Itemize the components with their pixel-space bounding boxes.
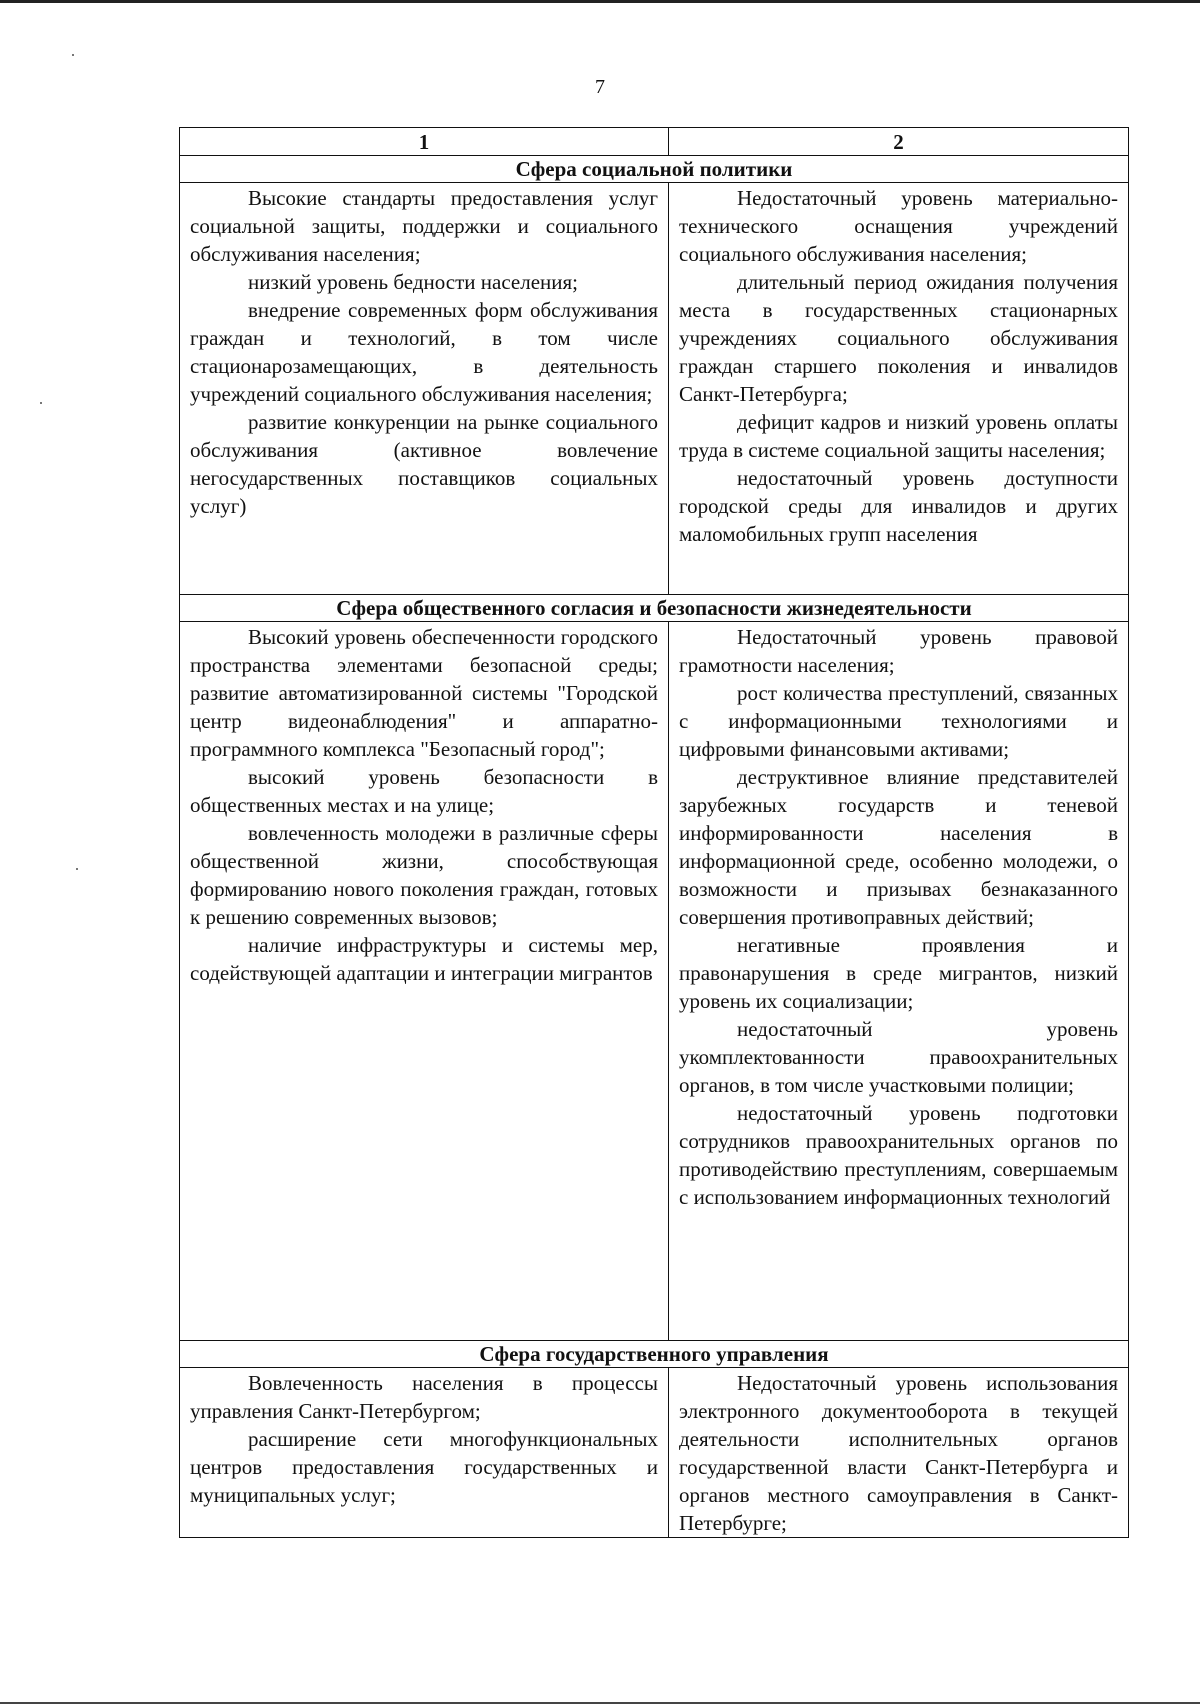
section-content-row — [180, 183, 1129, 595]
paragraph: дефицит кадров и низкий уровень оплаты труда в системе социальной защиты населения; — [679, 410, 1118, 462]
section-title-public-administration: Сфера государственного управления — [180, 1341, 1129, 1368]
paragraph: Недостаточный уровень материально-технического оснащения учреждений социального обслуживания населения; — [679, 186, 1118, 266]
column-header-row — [180, 128, 1129, 156]
scan-speck — [76, 868, 78, 870]
scan-speck — [40, 402, 42, 404]
paragraph: Высокие стандарты предоставления услуг социальной защиты, поддержки и социального обслуживания населения; — [190, 186, 658, 266]
strengths-cell — [180, 1368, 669, 1538]
paragraph: рост количества преступлений, связанных с информационными технологиями и цифровыми финансовыми активами; — [679, 681, 1118, 761]
page-number: 7 — [595, 76, 605, 98]
section-title-row — [180, 595, 1129, 622]
section-title-public-safety: Сфера общественного согласия и безопасности жизнедеятельности — [180, 595, 1129, 622]
paragraph: длительный период ожидания получения места в государственных стационарных учреждениях социального обслуживания граждан старшего поколения и инвалидов Санкт-Петербурга; — [679, 270, 1118, 406]
top-edge-rule — [0, 0, 1200, 3]
paragraph: недостаточный уровень подготовки сотрудников правоохранительных органов по противодействию преступлениям, совершаемым с использованием информационных технологий — [679, 1101, 1118, 1209]
scan-speck — [72, 54, 74, 56]
paragraph: расширение сети многофункциональных центров предоставления государственных и муниципальных услуг; — [190, 1427, 658, 1507]
paragraph: недостаточный уровень укомплектованности правоохранительных органов, в том числе участковыми полиции; — [679, 1017, 1118, 1097]
paragraph: Недостаточный уровень использования электронного документооборота в текущей деятельности исполнительных органов государственной власти Санкт-Петербурга и органов местного самоуправления в Санкт-Петербурге; — [679, 1371, 1118, 1535]
paragraph: Высокий уровень обеспеченности городского пространства элементами безопасной среды; развитие автоматизированной системы "Городской центр видеонаблюдения" и аппаратно-программного комплекса "Безопасный город"; — [190, 625, 658, 761]
paragraph: негативные проявления и правонарушения в среде мигрантов, низкий уровень их социализации; — [679, 933, 1118, 1013]
weaknesses-cell — [669, 1368, 1129, 1538]
paragraph: внедрение современных форм обслуживания граждан и технологий, в том числе стационарозамещающих, в деятельность учреждений социального обслуживания населения; — [190, 298, 658, 406]
column-header-1: 1 — [180, 128, 669, 156]
paragraph: деструктивное влияние представителей зарубежных государств и теневой информированности населения в информационной среде, особенно молодежи, о возможности и призывах безнаказанного совершения противоправных действий; — [679, 765, 1118, 929]
paragraph: Вовлеченность населения в процессы управления Санкт-Петербургом; — [190, 1371, 658, 1423]
paragraph: наличие инфраструктуры и системы мер, содействующей адаптации и интеграции мигрантов — [190, 933, 658, 985]
section-content-row — [180, 1368, 1129, 1538]
section-title-row — [180, 1341, 1129, 1368]
paragraph: развитие конкуренции на рынке социального обслуживания (активное вовлечение негосударственных поставщиков социальных услуг) — [190, 410, 658, 518]
strengths-weaknesses-table — [179, 127, 1129, 1538]
weaknesses-cell — [669, 622, 1129, 1341]
paragraph: низкий уровень бедности населения; — [248, 270, 578, 294]
section-title-row — [180, 156, 1129, 183]
section-content-row — [180, 622, 1129, 1341]
paragraph: недостаточный уровень доступности городской среды для инвалидов и других маломобильных групп населения — [679, 466, 1118, 546]
section-title-social-policy: Сфера социальной политики — [180, 156, 1129, 183]
paragraph: высокий уровень безопасности в общественных местах и на улице; — [190, 765, 658, 817]
paragraph: вовлеченность молодежи в различные сферы общественной жизни, способствующая формированию нового поколения граждан, готовых к решению современных вызовов; — [190, 821, 658, 929]
strengths-cell — [180, 622, 669, 1341]
bottom-edge-rule — [0, 1702, 1200, 1704]
column-header-2: 2 — [669, 128, 1129, 156]
strengths-cell — [180, 183, 669, 595]
paragraph: Недостаточный уровень правовой грамотности населения; — [679, 625, 1118, 677]
weaknesses-cell — [669, 183, 1129, 595]
